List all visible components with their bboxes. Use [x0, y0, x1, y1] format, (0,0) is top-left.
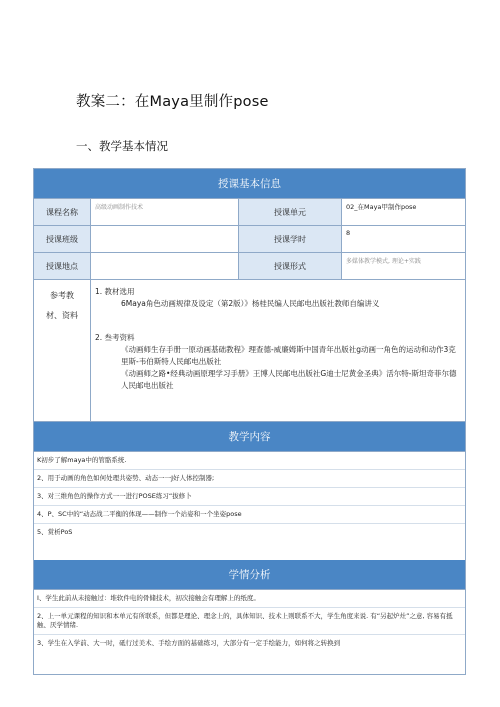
reference-entry-2: 《动画师之路•经典动画原理学习手册》王博人民邮电出版社G迪士尼黄金圣典》活尔特-斯坦奇菲尔德人民邮电出版社: [121, 369, 457, 390]
list-item: 4、P、SC中的“动态战二平衡的体现——制作一个站姿和一个坐姿pose: [34, 506, 465, 524]
lesson-plan-table: [33, 168, 466, 675]
format-value: 多媒体教学模式, 理论+实践: [346, 258, 421, 265]
list-item: 3、学生在入学前、大一时，砥行过美术、手绘方面的基础练习，大部分有一定手绘能力，如何将之转换到: [37, 639, 341, 647]
course-name-label: 课程名称: [34, 199, 91, 225]
format-label: 授课形式: [239, 253, 342, 279]
content-header: 教学内容: [34, 422, 465, 452]
list-item: 3、对三维角色的操作方式一一进行POSE练习“拔修卜: [34, 488, 465, 506]
references-heading: 2. 叁考资料: [95, 333, 135, 342]
reference-label-line2: 材、资料: [46, 311, 78, 320]
document-title: 教案二：在Maya里制作pose: [76, 94, 269, 110]
list-item: 2、上一单元课程的知识和本单元有所联系，但都是理论、理念上的，具体知识、技术上则联系不大，学生角度来说. 有“另起炉灶”之意, 容易有抵触、厌学情绪.: [34, 608, 465, 635]
textbook-entry: 6Maya角色动画规律及设定（第2版）》杨桂民编人民邮电出版社教师自编讲义: [121, 299, 380, 308]
location-label: 授课地点: [34, 253, 91, 279]
info-row-location: [34, 253, 465, 280]
reference-label-line1: 参考教: [50, 291, 74, 300]
reference-content: [91, 280, 465, 421]
analysis-header: 学情分析: [34, 560, 465, 590]
location-value: [91, 253, 239, 279]
hours-value: 8: [346, 229, 351, 237]
class-label: 授课班级: [34, 226, 91, 252]
textbook-heading: 1. 教材选用: [95, 287, 135, 296]
list-item: K初步了解maya中的管骼系统.: [34, 452, 465, 470]
list-item: 2、用于动画的角色如何处理共姿势、动态一一J好人体控制器;: [34, 470, 465, 488]
course-name-value: 高级动画制作技术: [91, 199, 239, 225]
hours-label: 授课学时: [239, 226, 342, 252]
reference-label: [34, 280, 91, 421]
section-heading: 一、教学基本情况: [76, 139, 168, 153]
content-list: [34, 452, 465, 560]
info-row-class: [34, 226, 465, 253]
reference-entry-1: 《动画师生存手册一原动画基础教程》理查德-威廉姆斯中国青年出版社g动画一角色的运动和动作3克里斯-韦伯斯特人民邮电出版社: [121, 345, 456, 366]
unit-value: 02_在Maya甲制作pose: [346, 203, 417, 211]
info-row-course: [34, 199, 465, 226]
class-value: [91, 226, 239, 252]
list-item: 5、赏析PoS: [37, 528, 73, 536]
reference-materials-row: [34, 280, 465, 422]
info-table-header: 授课基本信息: [34, 169, 465, 199]
analysis-list: [34, 590, 465, 674]
list-item: I、学生此前从未接触过：堆软件电的骨储技术，初次接触会有理解上的纸度。: [34, 590, 465, 608]
unit-label: 授课单元: [239, 199, 342, 225]
